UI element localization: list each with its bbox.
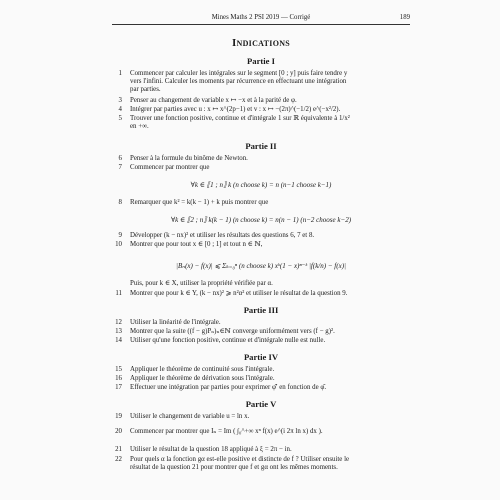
hint-text: Penser au changement de variable x ↦ −x et à la parité de φ. [130, 97, 297, 104]
hint-text: Utiliser qu'une fonction positive, continue et d'intégrale nulle est nulle. [130, 337, 326, 344]
hint-number: 15 [115, 366, 122, 373]
hint-text: Commencer par calculer les intégrales sur le segment [0 ; y] puis faire tendre y [130, 70, 348, 77]
hint-number: 21 [115, 446, 122, 453]
hint-5-line-2: en +∞. [130, 123, 149, 130]
hint-text: Remarquer que k² = k(k − 1) + k puis montrer que [130, 199, 269, 206]
hint-text: Utiliser la linéarité de l'intégrale. [130, 319, 221, 326]
formula-10: |Bₙ(x) − f(x)| ⩽ Σₖ₌₀ⁿ (n choose k) xᵏ(1 − x)ⁿ⁻ᵏ |f(k/n) − f(x)| [176, 262, 346, 270]
hint-number: 17 [115, 384, 122, 391]
hint-text: Effectuer une intégration par parties pour exprimer φ̂′ en fonction de φ̂. [130, 384, 327, 391]
hint-number: 14 [115, 337, 122, 344]
page-header [112, 14, 410, 25]
formula-8: ∀k ∈ ⟦2 ; n⟧ k(k − 1) (n choose k) = n(n − 1) (n−2 choose k−2) [170, 216, 352, 224]
page-number: 189 [399, 14, 410, 21]
running-title: Mines Maths 2 PSI 2019 — Corrigé [211, 14, 311, 21]
hint-22-line-2: résultat de la question 21 pour montrer que f et gα ont les mêmes moments. [130, 464, 338, 471]
hint-text: Pour quels α la fonction gα est-elle positive et distincte de f ? Utiliser ensuite le [130, 456, 350, 463]
hint-number: 22 [115, 456, 122, 463]
part-heading-5: Partie V [245, 399, 277, 409]
hint-number: 3 [118, 97, 122, 104]
hint-number: 19 [115, 413, 122, 420]
hint-number: 1 [118, 70, 122, 77]
hint-number: 13 [115, 328, 122, 335]
hint-number: 6 [118, 155, 122, 162]
hint-text: Développer (k − nx)² et utiliser les résultats des questions 6, 7 et 8. [130, 232, 315, 239]
page-title: Indications [231, 37, 291, 49]
hint-number: 16 [115, 375, 122, 382]
hint-number: 11 [115, 290, 122, 297]
hint-text: Trouver une fonction positive, continue et d'intégrale 1 sur ℝ équivalente à 1/x² [130, 115, 350, 122]
hint-number: 9 [118, 232, 122, 239]
hint-text: Appliquer le théorème de dérivation sous l'intégrale. [130, 375, 275, 382]
hint-text: Montrer que pour k ∈ Y, (k − nx)² ⩾ n²α² et utiliser le résultat de la question 9. [130, 290, 348, 297]
hint-text: Utiliser le changement de variable u = ln x. [130, 413, 250, 420]
part-heading-4: Partie IV [243, 352, 279, 362]
hint-10-line-2: Puis, pour k ∈ X, utiliser la propriété vérifiée par α. [130, 280, 273, 287]
part-heading-3: Partie III [243, 305, 279, 315]
hint-text: Montrer que la suite ((f − g)Pₙ)ₙ∈ℕ converge uniformément vers (f − g)². [130, 328, 335, 335]
hint-text: Appliquer le théorème de continuité sous l'intégrale. [130, 366, 275, 373]
hint-text: Utiliser le résultat de la question 18 appliqué à ξ = 2π − in. [130, 446, 292, 453]
hint-text: Montrer que pour tout x ∈ [0 ; 1] et tout n ∈ ℕ, [130, 241, 263, 248]
hint-number: 7 [118, 164, 122, 171]
hint-number: 10 [115, 241, 122, 248]
hint-number: 12 [115, 319, 122, 326]
hint-number: 5 [118, 115, 122, 122]
hint-number: 4 [118, 106, 122, 113]
hint-1-line-2: vers l'infini. Calculer les moments par récurrence en effectuant une intégration [130, 78, 347, 85]
hint-number: 8 [118, 199, 122, 206]
hint-text: Commencer par montrer que Iₙ = Im ( ∫₀^+∞ xⁿ f(x) e^(i 2π ln x) dx ). [130, 428, 323, 435]
hint-text: Penser à la formule du binôme de Newton. [130, 155, 248, 162]
hint-number: 20 [115, 428, 122, 435]
part-heading-2: Partie II [245, 141, 277, 151]
formula-7: ∀k ∈ ⟦1 ; n⟧ k (n choose k) = n (n−1 choose k−1) [190, 181, 332, 189]
part-heading-1: Partie I [247, 56, 275, 66]
hint-text: Intégrer par parties avec u : x ↦ x^(2p−1) et v : x ↦ −(2π)^(−1/2) e^(−x²/2). [130, 106, 341, 113]
hint-1-line-3: par parties. [130, 86, 161, 93]
hint-text: Commencer par montrer que [130, 164, 210, 171]
